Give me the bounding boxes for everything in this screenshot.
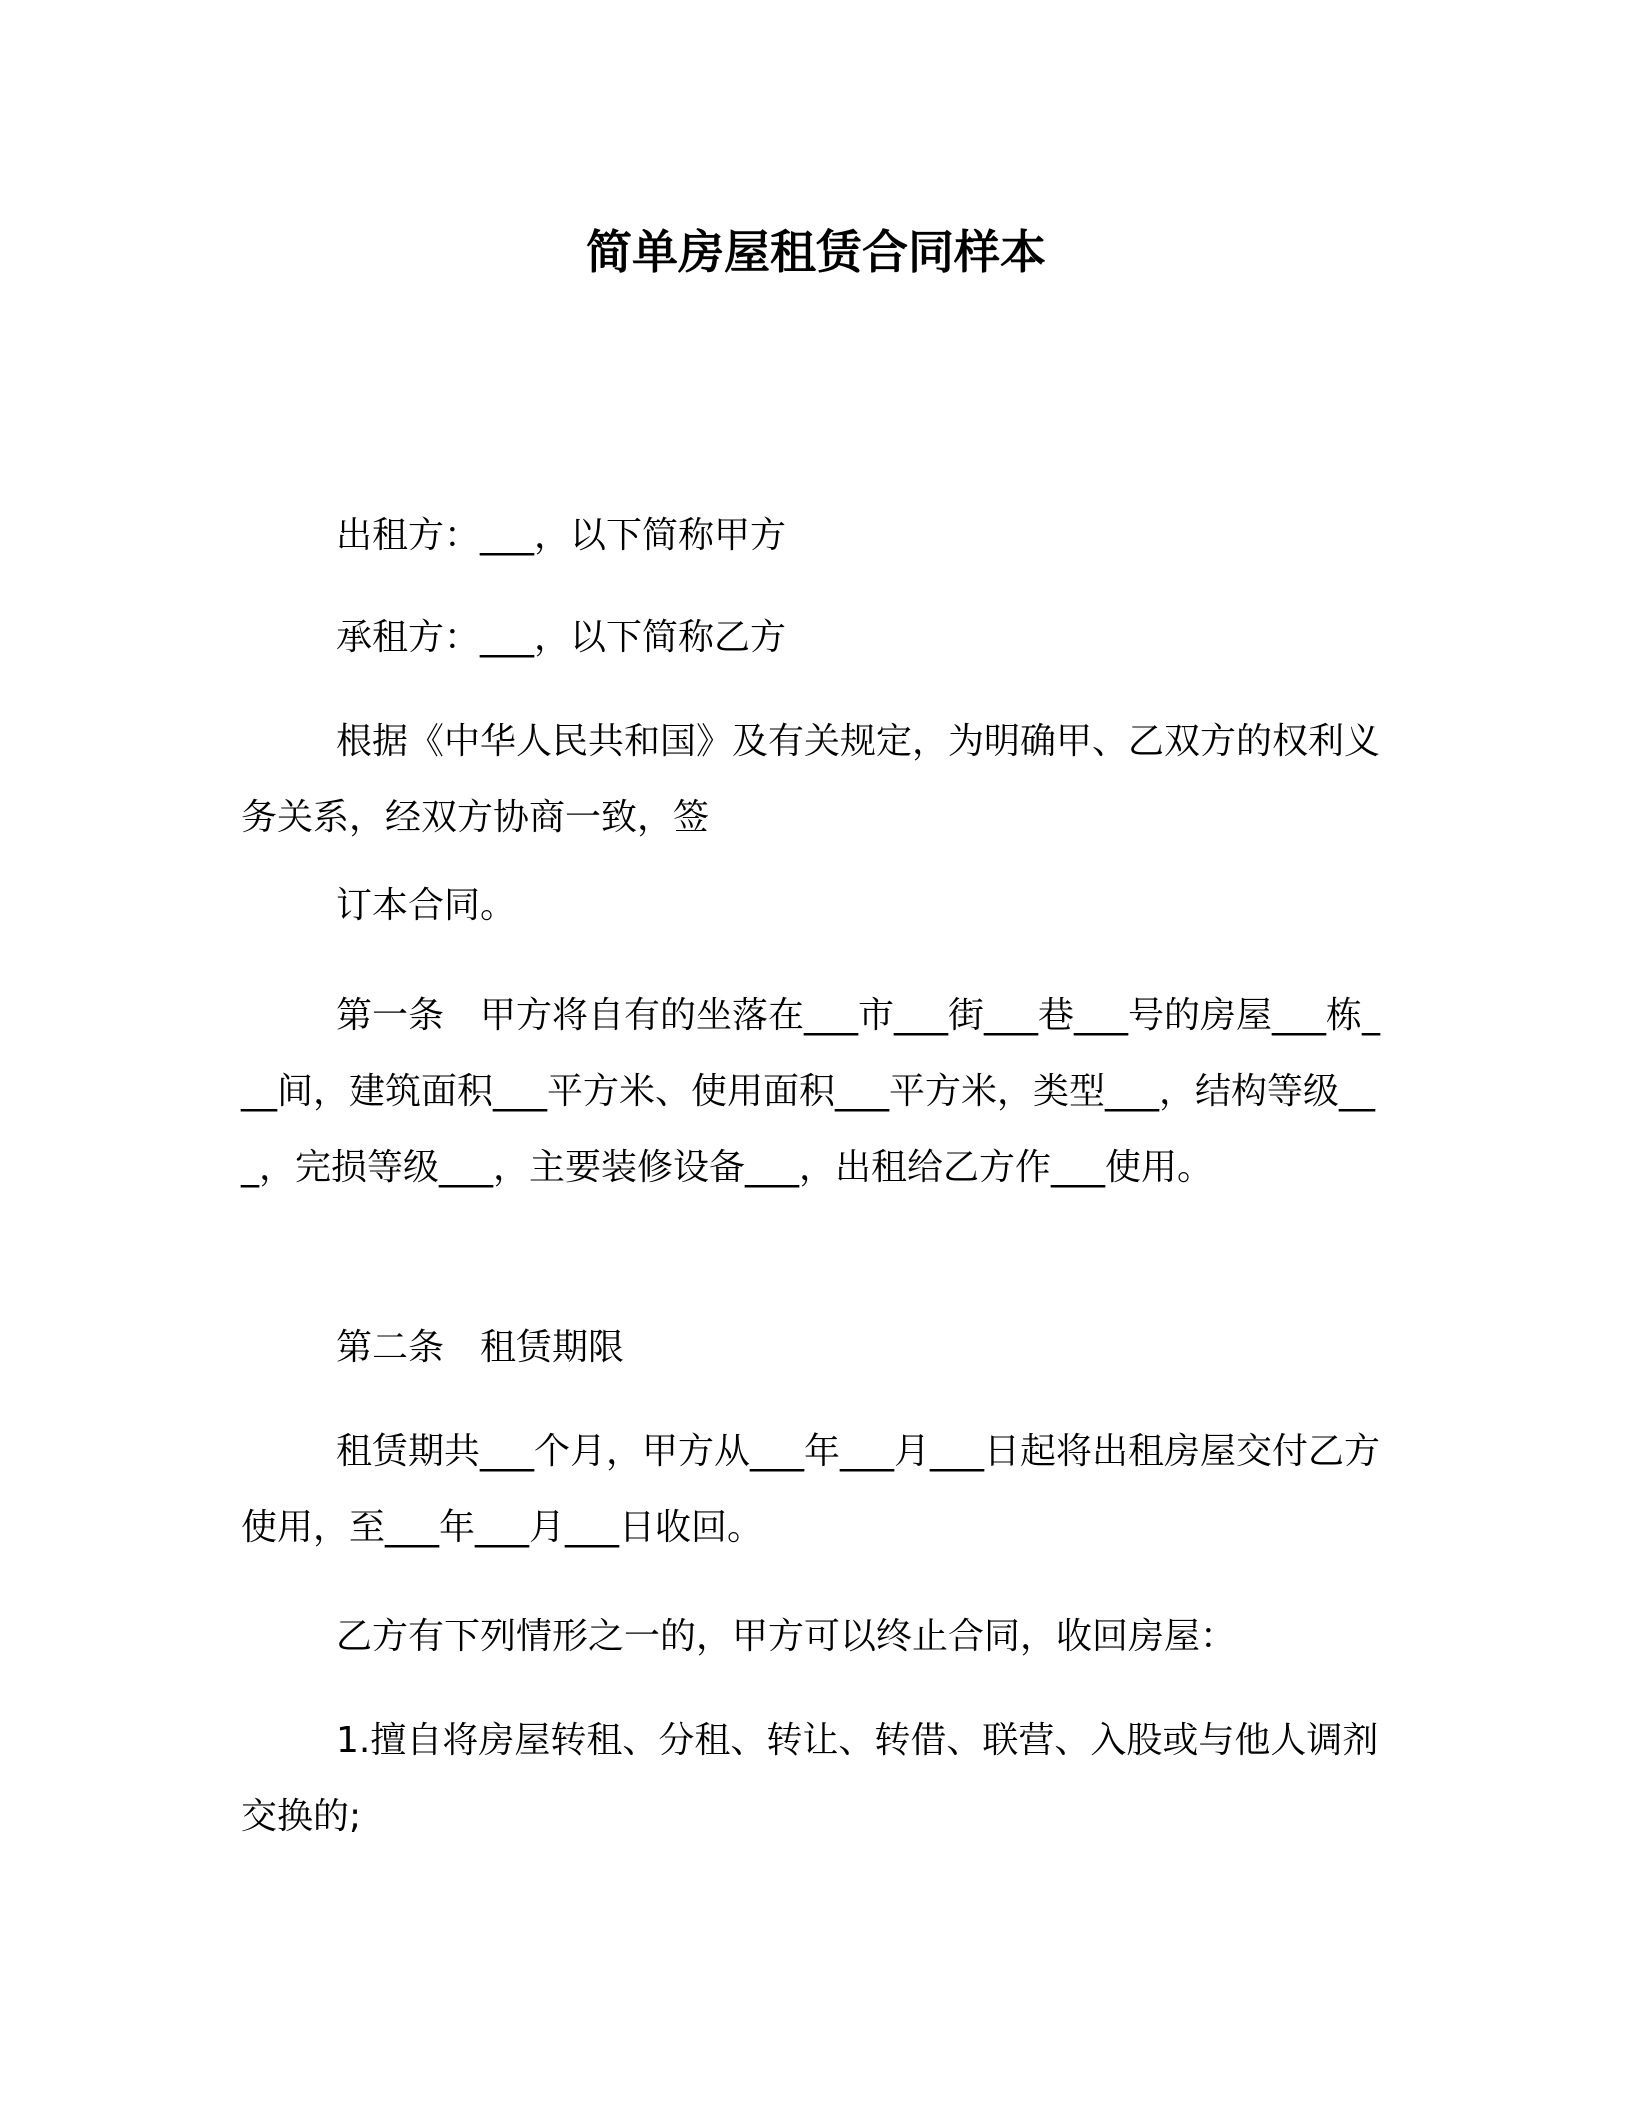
- document-title: 简单房屋租赁合同样本: [586, 225, 1046, 279]
- termination-item-1: 1.擅自将房屋转租、分租、转让、转借、联营、入股或与他人调剂交换的;: [241, 1720, 1379, 1837]
- lessee-line: 承租方：___，以下简称乙方: [336, 617, 787, 658]
- article-two-heading: 第二条 租赁期限: [336, 1327, 625, 1368]
- preamble-paragraph: 根据《中华人民共和国》及有关规定，为明确甲、乙双方的权利义务关系，经双方协商一致，签: [241, 721, 1381, 838]
- lessor-line: 出租方：___，以下简称甲方: [336, 515, 787, 556]
- article-one-paragraph: 第一条 甲方将自有的坐落在___市___街___巷___号的房屋___栋___间，建筑面积___平方米、使用面积___平方米，类型___，结构等级___，完损等级___，主要装修设备___，出租给乙方作___使用。: [241, 995, 1381, 1188]
- lease-term-paragraph: 租赁期共___个月，甲方从___年___月___日起将出租房屋交付乙方使用，至___年___月___日收回。: [241, 1431, 1381, 1548]
- preamble-continuation: 订本合同。: [336, 885, 517, 926]
- termination-intro-paragraph: 乙方有下列情形之一的，甲方可以终止合同，收回房屋：: [336, 1616, 1237, 1657]
